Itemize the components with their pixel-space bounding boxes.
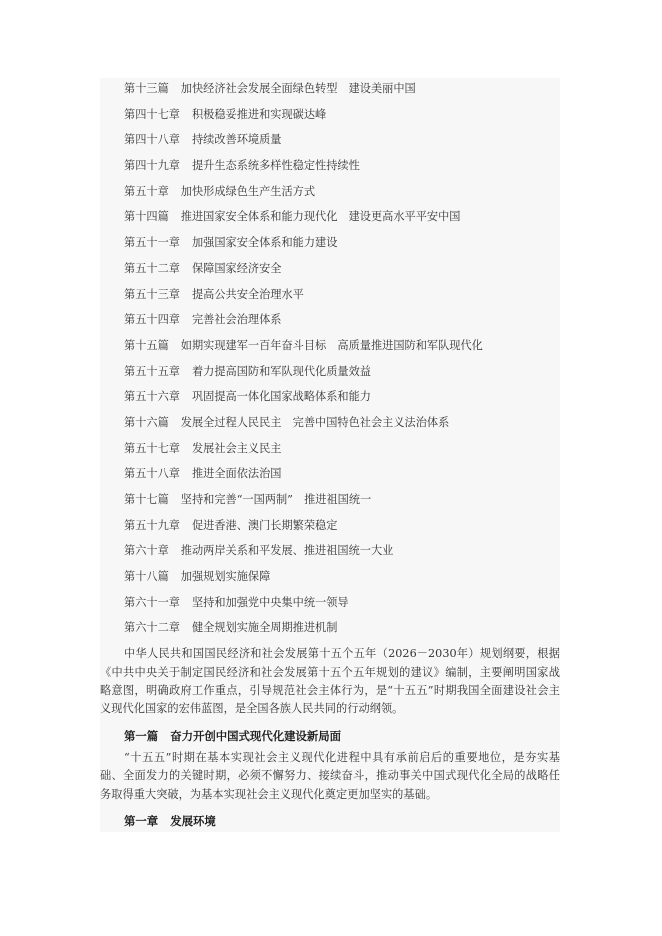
toc-item-number: 第十五篇 [124, 338, 169, 352]
toc-item-title: 完善社会治理体系 [191, 313, 282, 327]
toc-item-number: 第十六篇 [124, 415, 169, 429]
toc-item-number: 第五十八章 [124, 467, 180, 481]
toc-item-title: 加快经济社会发展全面绿色转型 建设美丽中国 [180, 82, 416, 95]
toc-item[interactable] [100, 412, 560, 438]
toc-item-number: 第五十四章 [124, 313, 180, 327]
toc-item-number: 第五十章 [124, 184, 169, 198]
toc-item-number: 第五十九章 [124, 518, 180, 532]
toc-item-title: 推进全面依法治国 [191, 467, 282, 481]
toc-item-title: 如期实现建军一百年奋斗目标 高质量推进国防和军队现代化 [180, 338, 483, 352]
toc-item-title: 提升生态系统多样性稳定性持续性 [191, 159, 360, 173]
toc-item[interactable] [100, 206, 560, 232]
toc-item[interactable] [100, 463, 560, 489]
toc-item-title: 加强规划实施保障 [180, 570, 271, 584]
toc-item[interactable] [100, 129, 560, 155]
toc-item-number: 第十七篇 [124, 493, 169, 506]
part-title: 奋力开创中国式现代化建设新局面 [170, 728, 342, 743]
toc-item-number: 第四十八章 [124, 133, 180, 147]
toc-item-title: 加强国家安全体系和能力建设 [191, 236, 338, 250]
toc-item-title: 持续改善环境质量 [191, 133, 282, 147]
toc-item-number: 第五十六章 [124, 390, 180, 404]
toc-item-number: 第五十七章 [124, 441, 180, 455]
chapter-number: 第一章 [124, 813, 159, 828]
toc-item-title: 提高公共安全治理水平 [191, 287, 304, 301]
toc-item-title: 着力提高国防和军队现代化质量效益 [191, 364, 371, 378]
toc-item-title: 坚持和加强党中央集中统一领导 [191, 595, 349, 609]
toc-item-number: 第五十三章 [124, 287, 180, 301]
table-of-contents [100, 78, 560, 643]
toc-item[interactable] [100, 515, 560, 541]
toc-item[interactable] [100, 284, 560, 310]
document-content [100, 78, 560, 832]
toc-item-number: 第六十章 [124, 544, 169, 558]
toc-item-number: 第五十二章 [124, 261, 180, 275]
toc-item-number: 第四十七章 [124, 107, 180, 121]
toc-item-title: 坚持和完善“一国两制” 推进祖国统一 [180, 493, 372, 506]
toc-item-title: 发展社会主义民主 [191, 441, 282, 455]
part-heading [100, 725, 560, 747]
toc-item[interactable] [100, 155, 560, 181]
part-body-paragraph: “十五五”时期在基本实现社会主义现代化进程中具有承前启后的重要地位，是夯实基础、全面发力的关键时期，必须不懈努力、接续奋斗，推动事关中国式现代化全局的战略任务取得重大突破，为基本实现社会主义现代化奠定更加坚实的基础。 [100, 750, 560, 801]
toc-item-title: 推动两岸关系和平发展、推进祖国统一大业 [180, 544, 394, 558]
toc-item[interactable] [100, 489, 560, 515]
toc-item-number: 第四十九章 [124, 159, 180, 173]
toc-item-title: 促进香港、澳门长期繁荣稳定 [191, 518, 338, 532]
toc-item-number: 第十四篇 [124, 210, 169, 224]
toc-item-title: 发展全过程人民民主 完善中国特色社会主义法治体系 [180, 415, 450, 429]
toc-item-number: 第六十二章 [124, 621, 180, 635]
chapter-heading [100, 810, 560, 832]
toc-item[interactable] [100, 592, 560, 618]
toc-item-title: 健全规划实施全周期推进机制 [191, 621, 338, 635]
toc-item-number: 第十八篇 [124, 570, 169, 584]
toc-item-number: 第十三篇 [124, 82, 169, 95]
toc-item[interactable] [100, 258, 560, 284]
toc-item[interactable] [100, 361, 560, 387]
chapter-title: 发展环境 [170, 813, 216, 828]
toc-item[interactable] [100, 386, 560, 412]
toc-item[interactable] [100, 78, 560, 104]
toc-item[interactable] [100, 540, 560, 566]
toc-item-title: 保障国家经济安全 [191, 261, 282, 275]
toc-item-title: 积极稳妥推进和实现碳达峰 [191, 107, 327, 121]
intro-paragraph: 中华人民共和国国民经济和社会发展第十五个五年（2026－2030年）规划纲要，根据《中共中央关于制定国民经济和社会发展第十五个五年规划的建议》编制，主要阐明国家战略意图，明确政府工作重点，引导规范社会主体行为，是“十五五”时期我国全面建设社会主义现代化国家的宏伟蓝图，是全国各族人民共同的行动纲领。 [100, 647, 560, 716]
toc-item[interactable] [100, 232, 560, 258]
part-number: 第一篇 [124, 728, 159, 743]
toc-item[interactable] [100, 335, 560, 361]
toc-item-title: 巩固提高一体化国家战略体系和能力 [191, 390, 371, 404]
toc-item-number: 第五十五章 [124, 364, 180, 378]
toc-item-title: 推进国家安全体系和能力现代化 建设更高水平平安中国 [180, 210, 461, 224]
toc-item-number: 第六十一章 [124, 595, 180, 609]
toc-item[interactable] [100, 438, 560, 464]
toc-item[interactable] [100, 181, 560, 207]
toc-item-number: 第五十一章 [124, 236, 180, 250]
toc-item[interactable] [100, 104, 560, 130]
toc-item-title: 加快形成绿色生产生活方式 [180, 184, 316, 198]
toc-item[interactable] [100, 566, 560, 592]
toc-item[interactable] [100, 617, 560, 643]
toc-item[interactable] [100, 309, 560, 335]
